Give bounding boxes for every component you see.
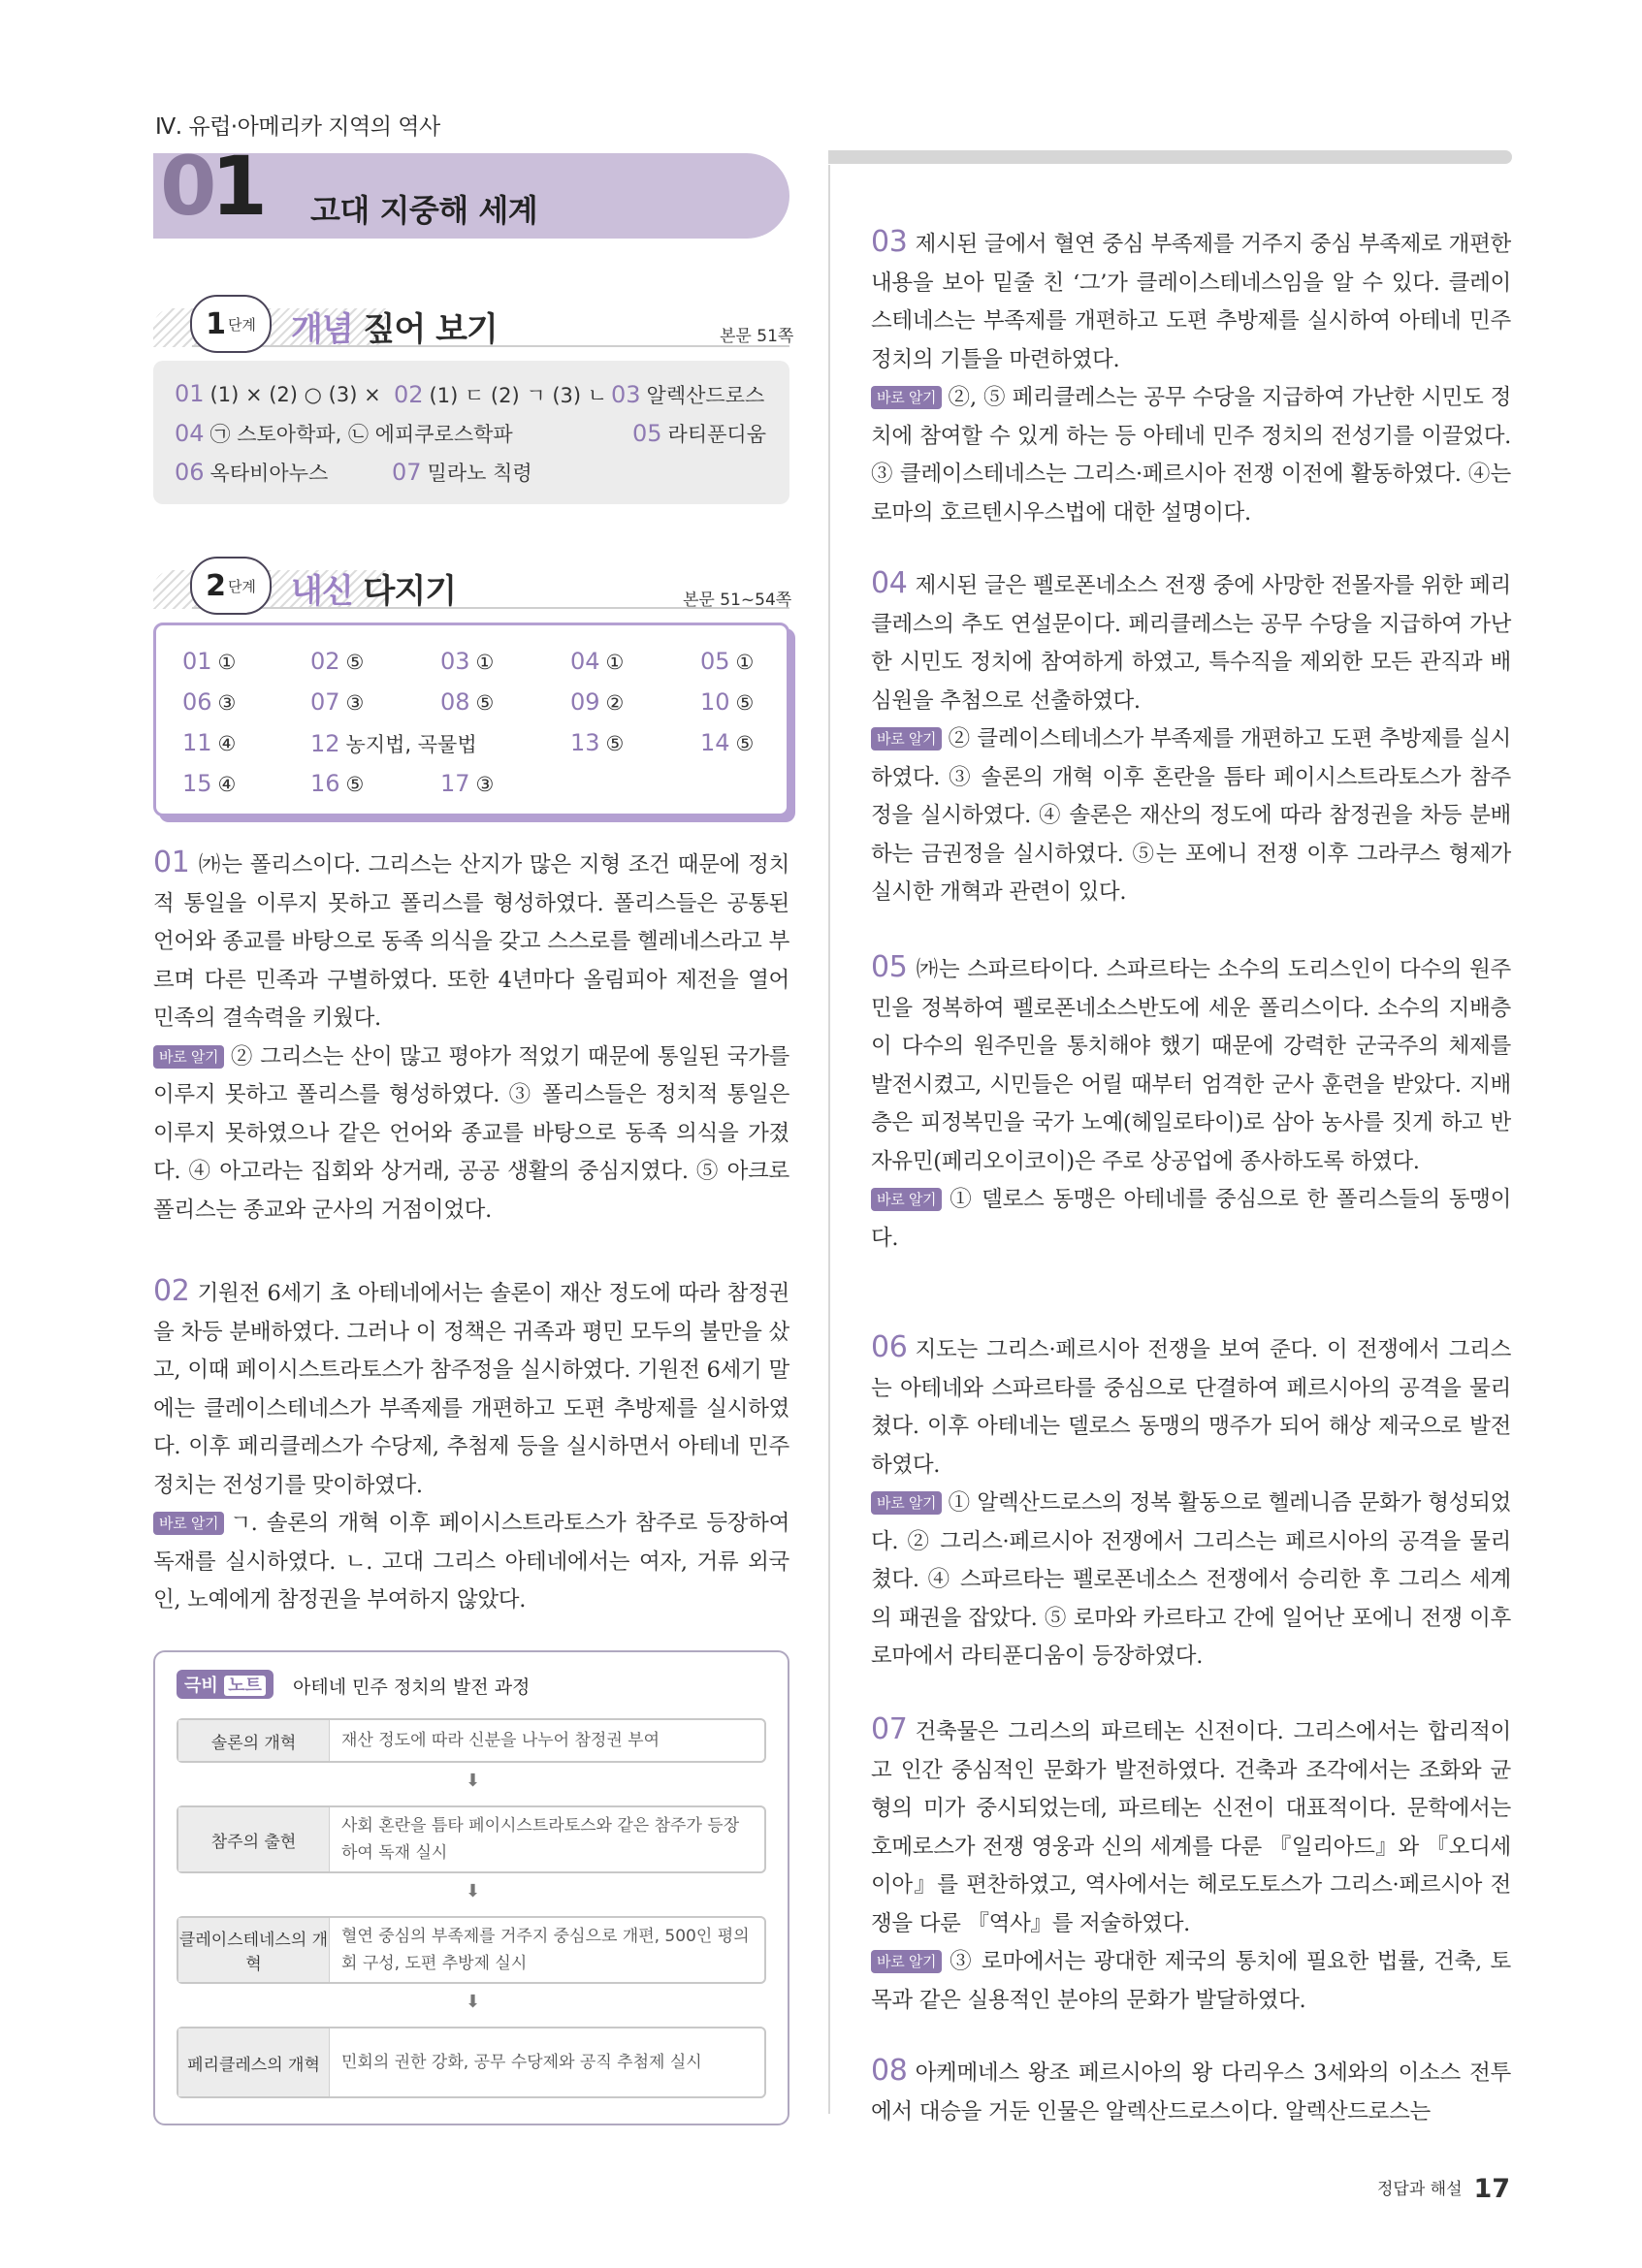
explanation-04: 04 제시된 글은 펠로폰네소스 전쟁 중에 사망한 전몰자를 위한 페리클레스의 추도 연설문이다. 페리클레스는 공무 수당을 지급하여 가난한 시민도 정치에 참여하게 하였고, 특수직을 제외한 모든 관직과 배심원을 추첨으로 선출하였다. 바로 알기 ② 클레이스테네스가 부족제를 개편하고 도편 추방제를 실시하였다. ③ 솔론의 개혁 이후 혼란을 틈타 페이시스트라토스가 참주정을 실시하였다. ④ 솔론은 재산의 정도에 따라 참정권을 차등 분배하는 금권정을 실시하였다. ⑤는 포에니 전쟁 이후 그라쿠스 형제가 실시한 개혁과 관련이 있다. (871, 566, 1511, 905)
flow-step-label: 솔론의 개혁 (178, 1720, 330, 1761)
flow-step (177, 1718, 766, 1763)
page-footer (1377, 2174, 1510, 2204)
correction-badge: 바로 알기 (153, 1045, 224, 1069)
down-arrow-icon: ⬇ (466, 1771, 481, 1791)
flow-step (177, 1916, 766, 1984)
answer-item: 03 ① (440, 648, 495, 675)
answer-item: 16 ⑤ (310, 770, 365, 797)
answer-item: 06 ③ (182, 688, 237, 716)
flow-step-label: 페리클레스의 개혁 (178, 2028, 330, 2096)
flow-step (177, 2027, 766, 2098)
flow-step-text: 재산 정도에 따라 신분을 나누어 참정권 부여 (341, 1731, 660, 1750)
flow-step-label: 클레이스테네스의 개혁 (178, 1918, 330, 1982)
correction-badge: 바로 알기 (153, 1512, 224, 1535)
step1-page-ref: 본문 51쪽 (720, 327, 794, 346)
answer-item: 01 (1) × (2) ○ (3) × (175, 380, 381, 407)
answer-item: 01 ① (182, 648, 237, 675)
flow-step-text: 혈연 중심의 부족제를 거주지 중심으로 개편, 500인 평의회 구성, 도편 추방제 실시 (341, 1927, 750, 1973)
correction-badge: 바로 알기 (871, 727, 942, 751)
answer-item: 17 ③ (440, 770, 495, 797)
explanation-06: 06 지도는 그리스·페르시아 전쟁을 보여 준다. 이 전쟁에서 그리스는 아테네와 스파르타를 중심으로 단결하여 페르시아의 공격을 물리쳤다. 이후 아테네는 델로스 동맹의 맹주가 되어 해상 제국으로 발전하였다. 바로 알기 ① 알렉산드로스의 정복 활동으로 헬레니즘 문화가 형성되었다. ② 그리스·페르시아 전쟁에서 그리스는 페르시아의 공격을 물리쳤다. ④ 스파르타는 펠로폰네소스 전쟁에서 승리한 후 그리스 세계의 패권을 잡았다. ⑤ 로마와 카르타고 간에 일어난 포에니 전쟁 이후 로마에서 라티푼디움이 등장하였다. (871, 1330, 1511, 1669)
step2-page-ref: 본문 51~54쪽 (683, 591, 792, 610)
answer-item: 14 ⑤ (700, 729, 755, 756)
step1-title: 개념 짚어 보기 (291, 310, 498, 349)
flow-step-text: 민회의 권한 강화, 공무 수당제와 공직 추첨제 실시 (341, 2053, 702, 2072)
answer-item: 04 ① (570, 648, 625, 675)
down-arrow-icon: ⬇ (466, 1881, 481, 1901)
step2-badge: 2 단계 (190, 557, 272, 615)
explanation-07: 07 건축물은 그리스의 파르테논 신전이다. 그리스에서는 합리적이고 인간 중심적인 문화가 발전하였다. 건축과 조각에서는 조화와 균형의 미가 중시되었는데, 파르테논 신전이 대표적이다. 문학에서는 호메로스가 전쟁 영웅과 신의 세계를 다룬 『일리아드』와 『오디세이아』를 편찬하였고, 역사에서는 헤로도토스가 그리스·페르시아 전쟁을 다룬 『역사』를 저술하였다. 바로 알기 ③ 로마에서는 광대한 제국의 통치에 필요한 법률, 건축, 토목과 같은 실용적인 분야의 문화가 발달하였다. (871, 1712, 1511, 2013)
note-tag: 극비 노트 (177, 1670, 274, 1699)
answer-item: 12 농지법, 곡물법 (310, 730, 477, 757)
flow-step (177, 1805, 766, 1873)
column-top-bar (828, 150, 1512, 164)
answer-item: 13 ⑤ (570, 729, 625, 756)
answer-item: 06 옥타비아누스 (175, 459, 329, 486)
step1-badge: 1 단계 (190, 295, 272, 353)
explanation-08: 08 아케메네스 왕조 페르시아의 왕 다리우스 3세와의 이소스 전투에서 대승을 거둔 인물은 알렉산드로스이다. 알렉산드로스는 (871, 2054, 1511, 2124)
answer-item: 10 ⑤ (700, 688, 755, 716)
correction-badge: 바로 알기 (871, 1491, 942, 1515)
column-divider (828, 165, 830, 2114)
answer-item: 02 (1) ㄷ (2) ㄱ (3) ㄴ (394, 381, 608, 408)
correction-badge: 바로 알기 (871, 1950, 942, 1973)
flow-step-text: 사회 혼란을 틈타 페이시스트라토스와 같은 참주가 등장하여 독재 실시 (341, 1816, 740, 1863)
step2-title: 내신 다지기 (291, 572, 457, 611)
explanation-05: 05 ㈎는 스파르타이다. 스파르타는 소수의 도리스인이 다수의 원주민을 정복하여 펠로폰네소스반도에 세운 폴리스이다. 소수의 지배층이 다수의 원주민을 통치해야 했기 때문에 강력한 군국주의 체제를 발전시켰고, 시민들은 어릴 때부터 엄격한 군사 훈련을 받았다. 지배층은 피정복민을 국가 노예(헤일로타이)로 삼아 농사를 짓게 하고 반자유민(페리오이코이)은 주로 상공업에 종사하도록 하였다. 바로 알기 ① 델로스 동맹은 아테네를 중심으로 한 폴리스들의 동맹이다. (871, 950, 1511, 1251)
down-arrow-icon: ⬇ (466, 1992, 481, 2012)
answer-item: 05 ① (700, 648, 755, 675)
explanation-01: 01 ㈎는 폴리스이다. 그리스는 산지가 많은 지형 조건 때문에 정치적 통일을 이루지 못하고 폴리스를 형성하였다. 폴리스들은 공통된 언어와 종교를 바탕으로 동족 의식을 갖고 스스로를 헬레네스라고 부르며 다른 민족과 구별하였다. 또한 4년마다 올림피아 제전을 열어 민족의 결속력을 키웠다. 바로 알기 ② 그리스는 산이 많고 평야가 적었기 때문에 통일된 국가를 이루지 못하고 폴리스를 형성하였다. ③ 폴리스들은 정치적 통일은 이루지 못하였으나 같은 언어와 종교를 바탕으로 동족 의식을 가졌다. ④ 아고라는 집회와 상거래, 공공 생활의 중심지였다. ⑤ 아크로폴리스는 종교와 군사의 거점이었다. (153, 846, 789, 1223)
explanation-03: 03 제시된 글에서 혈연 중심 부족제를 거주지 중심 부족제로 개편한 내용을 보아 밑줄 친 ‘그’가 클레이스테네스임을 알 수 있다. 클레이스테네스는 부족제를 개편하고 도편 추방제를 실시하여 아테네 민주 정치의 기틀을 마련하였다. 바로 알기 ②, ⑤ 페리클레스는 공무 수당을 지급하여 가난한 시민도 정치에 참여할 수 있게 하는 등 아테네 민주 정치의 전성기를 이끌었다. ③ 클레이스테네스는 그리스·페르시아 전쟁 이전에 활동하였다. ④는 로마의 호르텐시우스법에 대한 설명이다. (871, 225, 1511, 526)
answer-item: 04 ㉠ 스토아학파, ㉡ 에피쿠로스학파 (175, 420, 513, 447)
answer-item: 11 ④ (182, 729, 237, 756)
answer-item: 09 ② (570, 688, 625, 716)
chapter-number: 01 (160, 139, 262, 234)
chapter-title: 고대 지중해 세계 (310, 192, 538, 229)
explanation-02: 02 기원전 6세기 초 아테네에서는 솔론이 재산 정도에 따라 참정권을 차등 분배하였다. 그러나 이 정책은 귀족과 평민 모두의 불만을 샀고, 이때 페이시스트라토스가 참주정을 실시하였다. 기원전 6세기 말에는 클레이스테네스가 부족제를 개편하고 도편 추방제를 실시하였다. 이후 페리클레스가 수당제, 추첨제 등을 실시하면서 아테네 민주 정치는 전성기를 맞이하였다. 바로 알기 ㄱ. 솔론의 개혁 이후 페이시스트라토스가 참주로 등장하여 독재를 실시하였다. ㄴ. 고대 그리스 아테네에서는 여자, 거류 외국인, 노예에게 참정권을 부여하지 않았다. (153, 1274, 789, 1613)
answer-item: 05 라티푼디움 (632, 420, 766, 447)
footer-label: 정답과 해설 (1377, 2180, 1463, 2199)
answer-item: 03 알렉산드로스 (611, 381, 765, 408)
note-title: 아테네 민주 정치의 발전 과정 (293, 1677, 531, 1698)
answer-item: 08 ⑤ (440, 688, 495, 716)
correction-badge: 바로 알기 (871, 386, 942, 409)
answer-item: 02 ⑤ (310, 648, 365, 675)
answer-item: 15 ④ (182, 770, 237, 797)
page-number: 17 (1473, 2174, 1511, 2204)
correction-badge: 바로 알기 (871, 1188, 942, 1211)
answer-item: 07 ③ (310, 688, 365, 716)
flow-step-label: 참주의 출현 (178, 1807, 330, 1871)
section-heading: Ⅳ. 유럽·아메리카 지역의 역사 (155, 114, 440, 140)
answer-item: 07 밀라노 칙령 (392, 459, 532, 486)
